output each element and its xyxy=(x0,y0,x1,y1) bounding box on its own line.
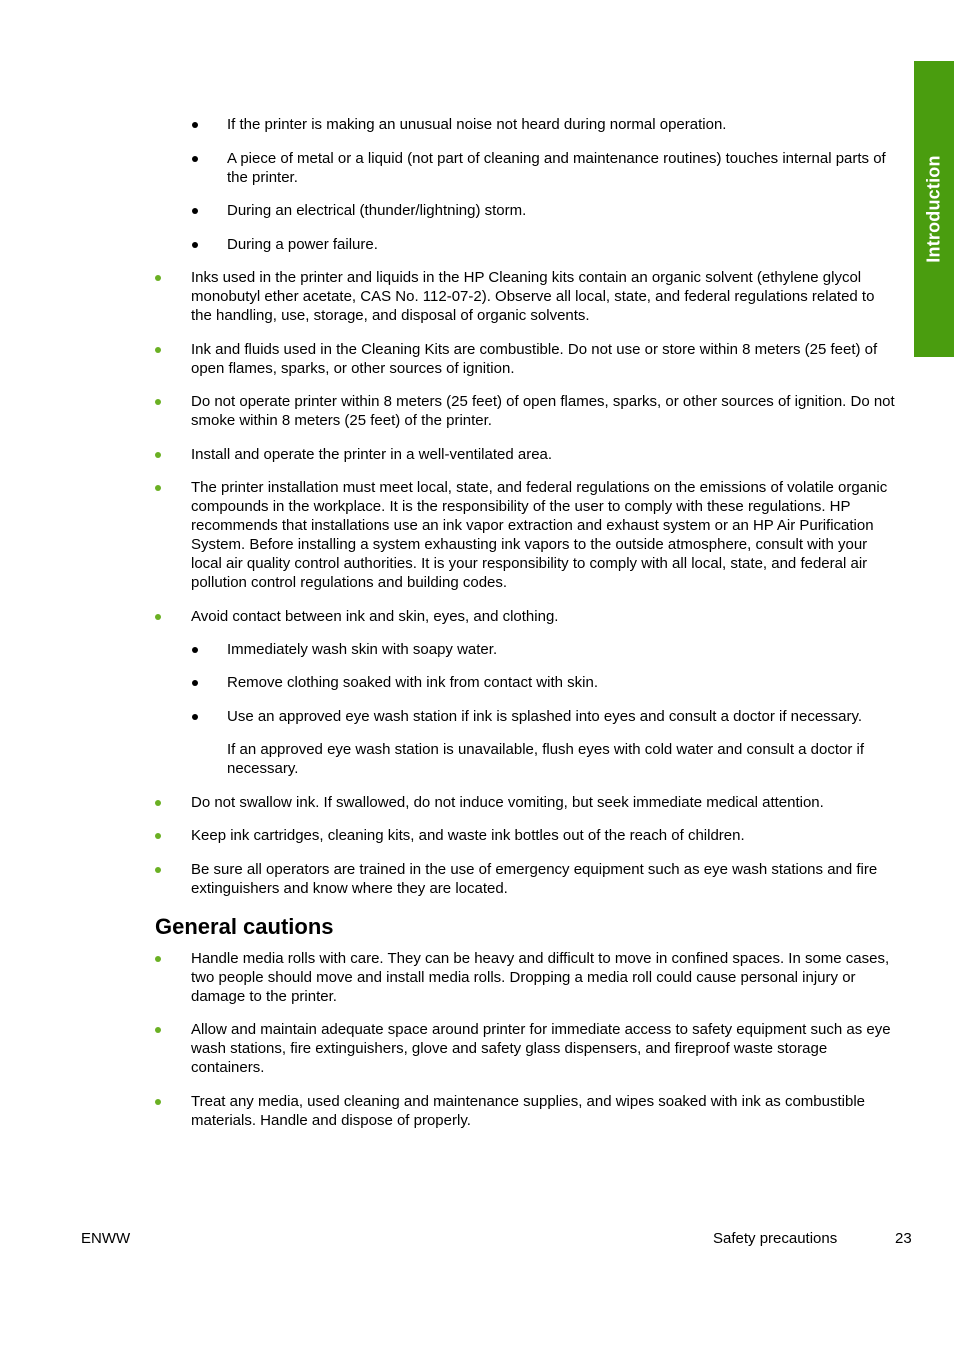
bullet-icon xyxy=(154,447,164,457)
bullet-icon xyxy=(154,828,164,838)
footer-page-number: 23 xyxy=(895,1230,912,1247)
list-item: Ink and fluids used in the Cleaning Kits are combustible. Do not use or store within 8 meters (25 feet) of open flames, sparks, or other sources of ignition. xyxy=(191,341,878,377)
bullet-icon xyxy=(191,151,201,161)
list-item: Avoid contact between ink and skin, eyes, and clothing. xyxy=(191,608,559,625)
list-item: Immediately wash skin with soapy water. xyxy=(227,641,498,658)
list-item: Remove clothing soaked with ink from contact with skin. xyxy=(227,674,598,691)
bullet-icon xyxy=(154,480,164,490)
list-item: Be sure all operators are trained in the use of emergency equipment such as eye wash stations and fire extinguishers and know where they are located. xyxy=(191,861,878,897)
list-item: Do not operate printer within 8 meters (25 feet) of open flames, sparks, or other sources of ignition. Do not smoke within 8 meters (25 feet) of the printer. xyxy=(191,393,895,429)
bullet-icon xyxy=(154,394,164,404)
list-item: Treat any media, used cleaning and maintenance supplies, and wipes soaked with ink as combustible materials. Handle and dispose of properly. xyxy=(191,1093,866,1129)
list-item: Inks used in the printer and liquids in the HP Cleaning kits contain an organic solvent (ethylene glycol monobutyl ether acetate, CAS No. 112-07-2). Observe all local, state, and federal regulations related to the handling, use, storage, and disposal of organic solvents. xyxy=(191,269,875,324)
list-item: Allow and maintain adequate space around printer for immediate access to safety equipment such as eye wash stations, fire extinguishers, glove and safety glass dispensers, and fireproof waste storage containers. xyxy=(191,1021,891,1076)
bullet-icon xyxy=(154,951,164,961)
side-tab-label: Introduction xyxy=(923,155,944,263)
list-item: Handle media rolls with care. They can be heavy and difficult to move in confined spaces. In some cases, two people should move and install media rolls. Dropping a media roll could cause personal injury or damage to the printer. xyxy=(191,950,890,1005)
list-item: The printer installation must meet local, state, and federal regulations on the emissions of volatile organic compounds in the workplace. It is the responsibility of the user to comply with these regulations. HP recommends that installations use an ink vapor extraction and exhaust system or an HP Air Purification System. Before installing a system exhausting ink vapors to the outside atmosphere, consult with your local air quality control authorities. It is your responsibility to comply with all local, state, and federal air pollution control regulations and building codes. xyxy=(191,479,888,591)
bullet-icon xyxy=(191,709,201,719)
list-item: Keep ink cartridges, cleaning kits, and waste ink bottles out of the reach of children. xyxy=(191,827,745,844)
footer-doc-code: ENWW xyxy=(81,1230,131,1247)
bullet-icon xyxy=(191,642,201,652)
list-item: During an electrical (thunder/lightning) storm. xyxy=(227,202,527,219)
bullet-icon xyxy=(154,795,164,805)
list-item: Install and operate the printer in a well-ventilated area. xyxy=(191,446,553,463)
list-item: A piece of metal or a liquid (not part of cleaning and maintenance routines) touches internal parts of the printer. xyxy=(227,150,886,186)
bullet-icon xyxy=(154,1094,164,1104)
bullet-icon xyxy=(154,862,164,872)
bullet-icon xyxy=(154,1022,164,1032)
bullet-icon xyxy=(191,237,201,247)
bullet-icon xyxy=(154,609,164,619)
bullet-icon xyxy=(191,675,201,685)
bullet-icon xyxy=(154,342,164,352)
bullet-icon xyxy=(154,270,164,280)
list-item: During a power failure. xyxy=(227,236,378,253)
bullet-icon xyxy=(191,203,201,213)
eye-wash-note: If an approved eye wash station is unavailable, flush eyes with cold water and consult a doctor if necessary. xyxy=(227,741,865,777)
footer-section-title: Safety precautions xyxy=(713,1230,838,1247)
list-item: Use an approved eye wash station if ink is splashed into eyes and consult a doctor if necessary. xyxy=(227,708,863,725)
section-side-tab[interactable] xyxy=(914,61,954,357)
list-item: Do not swallow ink. If swallowed, do not induce vomiting, but seek immediate medical attention. xyxy=(191,794,824,811)
bullet-icon xyxy=(191,117,201,127)
section-heading: General cautions xyxy=(155,914,334,939)
list-item: If the printer is making an unusual noise not heard during normal operation. xyxy=(227,116,727,133)
